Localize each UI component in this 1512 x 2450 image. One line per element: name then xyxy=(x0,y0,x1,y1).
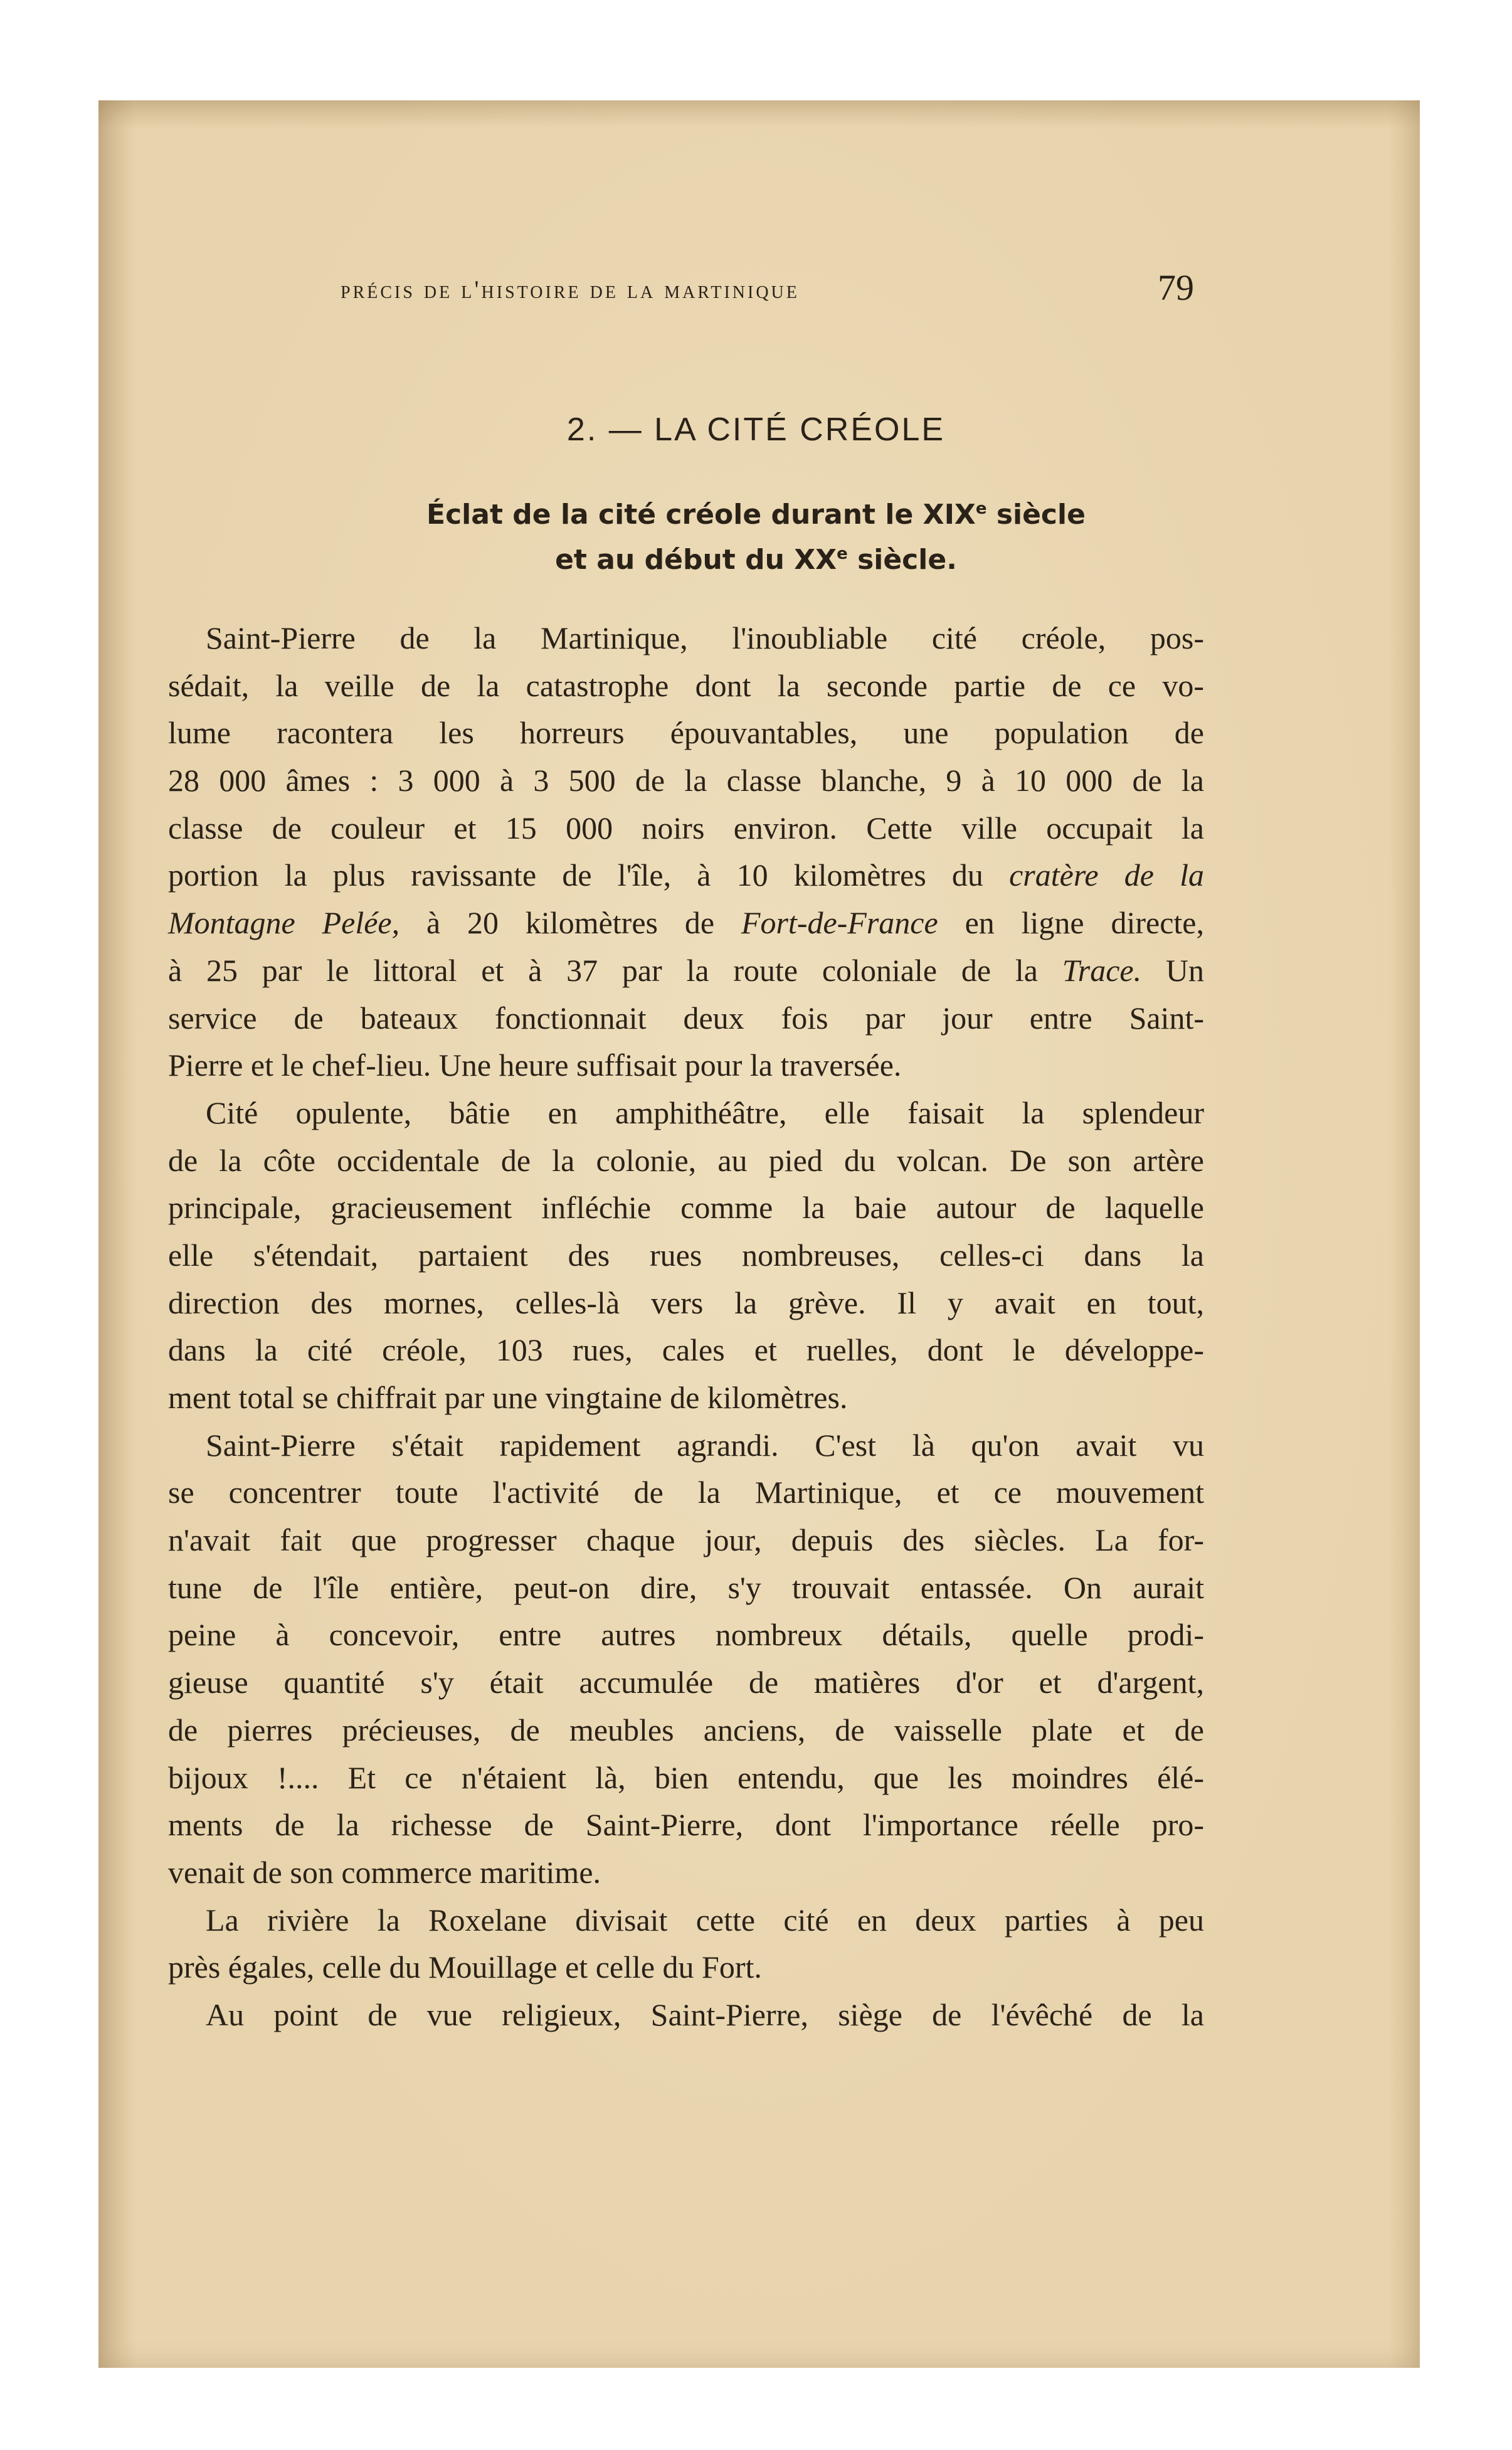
text-line: n'avait fait que progresser chaque jour, depuis des siècles. La for- xyxy=(168,1522,1204,1558)
text-line: Montagne Pelée, à 20 kilomètres de Fort-de-France en ligne directe, xyxy=(168,905,1204,941)
text-line: Saint-Pierre de la Martinique, l'inoubliable cité créole, pos- xyxy=(206,620,1204,655)
text-line: de la côte occidentale de la colonie, au pied du volcan. De son artère xyxy=(168,1142,1204,1178)
text-line: elle s'étendait, partaient des rues nombreuses, celles-ci dans la xyxy=(168,1237,1204,1273)
text-line: de pierres précieuses, de meubles anciens, de vaisselle plate et de xyxy=(168,1712,1204,1747)
text-line: sédait, la veille de la catastrophe dont la seconde partie de ce vo- xyxy=(168,667,1204,703)
text-line: 28 000 âmes : 3 000 à 3 500 de la classe blanche, 9 à 10 000 de la xyxy=(168,763,1204,798)
section-subtitle xyxy=(0,489,1512,580)
text-line: gieuse quantité s'y était accumulée de matières d'or et d'argent, xyxy=(168,1665,1204,1700)
text-line: dans la cité créole, 103 rues, cales et ruelles, dont le développe- xyxy=(168,1332,1204,1368)
text-line: portion la plus ravissante de l'île, à 10 kilomètres du cratère de la xyxy=(168,857,1204,893)
text-line: Pierre et le chef-lieu. Une heure suffisait pour la traversée. xyxy=(168,1047,902,1083)
text-line: service de bateaux fonctionnait deux fois par jour entre Saint- xyxy=(168,1000,1204,1036)
text-line: classe de couleur et 15 000 noirs environ. Cette ville occupait la xyxy=(168,810,1204,846)
text-line: bijoux !.... Et ce n'étaient là, bien entendu, que les moindres élé- xyxy=(168,1759,1204,1795)
italic-text: Trace. xyxy=(1062,952,1142,988)
body-text xyxy=(168,615,1204,2039)
page-number: 79 xyxy=(1158,267,1194,308)
subtitle-line-2: et au début du XXe siècle. xyxy=(555,544,957,576)
text-line: ments de la richesse de Saint-Pierre, dont l'importance réelle pro- xyxy=(168,1807,1204,1843)
text-line: peine à concevoir, entre autres nombreux détails, quelle prodi- xyxy=(168,1617,1204,1653)
text-line: près égales, celle du Mouillage et celle du Fort. xyxy=(168,1949,762,1985)
italic-text: cratère de la xyxy=(1009,857,1204,893)
text-line: tune de l'île entière, peut-on dire, s'y trouvait entassée. On aurait xyxy=(168,1569,1204,1605)
text-line: Au point de vue religieux, Saint-Pierre, siège de l'évêché de la xyxy=(206,1997,1204,2032)
running-header-title: précis de l'histoire de la martinique xyxy=(341,275,800,304)
text-line: Cité opulente, bâtie en amphithéâtre, elle faisait la splendeur xyxy=(206,1095,1204,1130)
text-line: direction des mornes, celles-là vers la grève. Il y avait en tout, xyxy=(168,1285,1204,1320)
text-line: lume racontera les horreurs épouvantables, une population de xyxy=(168,715,1204,751)
text-line: venait de son commerce maritime. xyxy=(168,1854,601,1890)
text-line: Saint-Pierre s'était rapidement agrandi. C'est là qu'on avait vu xyxy=(206,1427,1204,1463)
text-line: principale, gracieusement infléchie comme la baie autour de laquelle xyxy=(168,1190,1204,1226)
section-title: 2. — LA CITÉ CRÉOLE xyxy=(566,411,946,448)
italic-text: Fort-de-France xyxy=(741,905,938,941)
text-line: ment total se chiffrait par une vingtaine de kilomètres. xyxy=(168,1380,848,1415)
italic-text: Montagne Pelée, xyxy=(168,905,400,941)
text-line: à 25 par le littoral et à 37 par la route coloniale de la Trace. Un xyxy=(168,952,1205,988)
text-line: se concentrer toute l'activité de la Martinique, et ce mouvement xyxy=(168,1475,1204,1510)
subtitle-line-1: Éclat de la cité créole durant le XIXe siècle xyxy=(426,499,1086,531)
text-line: La rivière la Roxelane divisait cette cité en deux parties à peu xyxy=(206,1902,1204,1938)
